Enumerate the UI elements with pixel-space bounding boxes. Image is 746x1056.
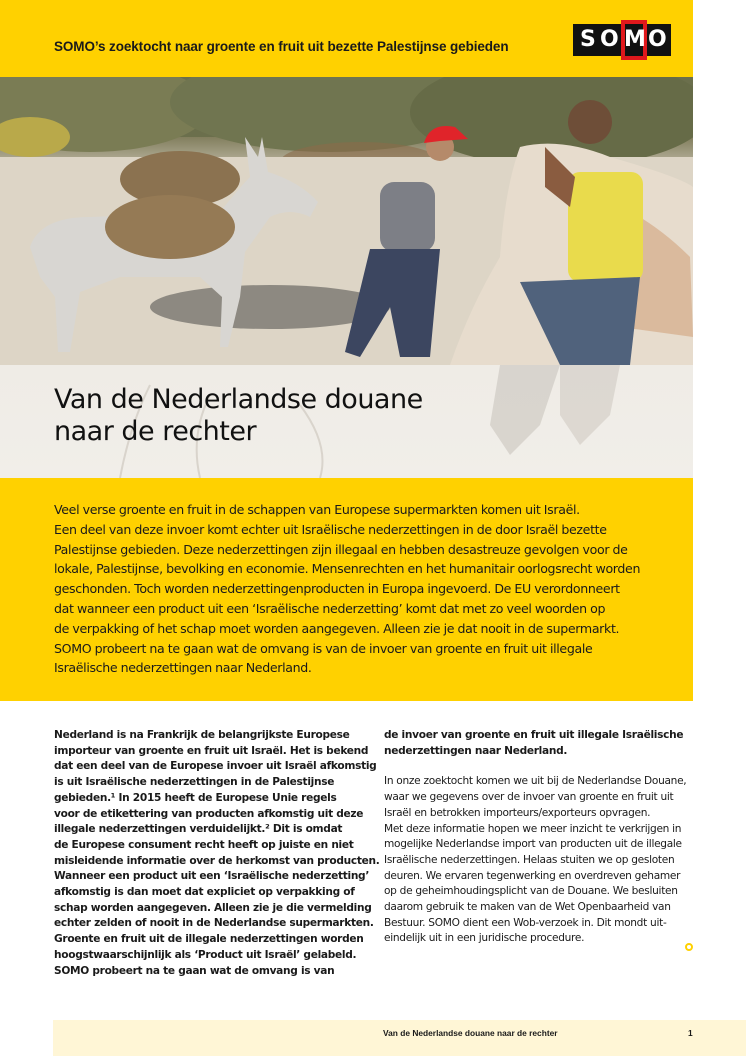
body-line: waar we gegevens over de invoer van groente en fruit uit xyxy=(384,791,674,804)
header-title: SOMO’s zoektocht naar groente en fruit uit bezette Palestijnse gebieden xyxy=(54,39,509,54)
body-line: schap worden aangegeven. Alleen zie je die vermelding xyxy=(54,901,372,914)
body-line: SOMO probeert na te gaan wat de omvang is van xyxy=(54,964,335,977)
intro-line: de verpakking of het schap moet worden aangegeven. Alleen zie je dat nooit in de supermarkt. xyxy=(54,620,620,636)
body-line: is uit Israëlische nederzettingen in de Palestijnse xyxy=(54,776,335,789)
logo-letter: O xyxy=(600,27,619,52)
intro-line: dat wanneer een product uit een ‘Israëlische nederzetting’ komt dat met zo veel woorden op xyxy=(54,600,606,616)
body-line: Met deze informatie hopen we meer inzicht te verkrijgen in xyxy=(384,822,682,835)
page-title-line: Van de Nederlandse douane xyxy=(54,384,423,415)
page-number: 1 xyxy=(688,1028,693,1038)
intro-line: Veel verse groente en fruit in de schappen van Europese supermarkten komen uit Israël. xyxy=(54,502,580,517)
body-column-left xyxy=(54,728,380,979)
end-circle-icon xyxy=(685,943,693,951)
body-line: de Europese consument recht heeft op juiste en niet xyxy=(54,838,354,851)
body-line: Bestuur. SOMO dient een Wob-verzoek in. Dit mondt uit- xyxy=(384,916,667,929)
somo-logo xyxy=(573,24,671,56)
paragraph-gap xyxy=(384,759,696,774)
intro-line: SOMO probeert na te gaan wat de omvang is van de invoer van groente en fruit uit illegale xyxy=(54,640,593,656)
sack xyxy=(105,195,235,259)
body-line: eindelijk uit in een juridische procedure. xyxy=(384,932,585,945)
faded-leg xyxy=(490,365,560,455)
body-line: importeur van groente en fruit uit Israël. Het is bekend xyxy=(54,744,369,757)
body-line: mogelijke Nederlandse import van producten uit de illegale xyxy=(384,838,682,851)
body-line: voor de etikettering van producten afkomstig uit deze xyxy=(54,807,364,820)
body-column-right xyxy=(384,728,696,947)
intro-line: Een deel van deze invoer komt echter uit Israëlische nederzettingen in de door Israël bezette xyxy=(54,521,607,537)
body-line: illegale nederzettingen verduidelijkt.² Dit is omdat xyxy=(54,823,343,836)
body-line: op de geheimhoudingsplicht van de Douane. We besluiten xyxy=(384,885,678,898)
body-line: daarom gebruik te maken van de Wet Openbaarheid van xyxy=(384,901,671,914)
body-line: hoogstwaarschijnlijk als ‘Product uit Israël’ gelabeld. xyxy=(54,948,357,961)
body-line: dat een deel van de Europese invoer uit Israël afkomstig xyxy=(54,760,377,773)
young-man-head xyxy=(568,100,612,144)
body-line: afkomstig is dan moet dat expliciet op verpakking of xyxy=(54,886,355,899)
body-line: gebieden.¹ In 2015 heeft de Europese Unie regels xyxy=(54,791,337,804)
man-shirt xyxy=(380,182,435,252)
body-line: misleidende informatie over de herkomst van producten. xyxy=(54,854,380,867)
body-line: Groente en fruit uit de illegale nederzettingen worden xyxy=(54,933,364,946)
body-line: nederzettingen naar Nederland. xyxy=(384,744,568,757)
intro-text xyxy=(54,500,690,678)
page-title xyxy=(54,384,423,448)
body-line: Nederland is na Frankrijk de belangrijkste Europese xyxy=(54,729,350,741)
logo-letter: O xyxy=(648,27,667,52)
intro-box xyxy=(0,478,693,701)
page-footer xyxy=(53,1020,746,1056)
footer-title: Van de Nederlandse douane naar de rechter xyxy=(383,1028,558,1038)
body-line: Israëlische nederzettingen. Helaas stuiten we op gesloten xyxy=(384,853,675,866)
intro-line: Palestijnse gebieden. Deze nederzettingen zijn illegaal en hebben desastreuze gevolgen voor de xyxy=(54,541,628,557)
body-line: echter zelden of nooit in de Nederlandse supermarkten. xyxy=(54,917,374,930)
intro-line: Israëlische nederzettingen naar Nederland. xyxy=(54,660,312,676)
logo-letter: M xyxy=(624,27,646,52)
logo-letter: S xyxy=(580,27,596,52)
intro-line: lokale, Palestijnse, bevolking en economie. Mensenrechten en het humanitair oorlogsrecht worden xyxy=(54,561,641,577)
body-line: Wanneer een product uit een ‘Israëlische nederzetting’ xyxy=(54,870,370,883)
hero-photo xyxy=(0,77,693,365)
body-line: Israël en betrokken importeurs/exporteurs opvragen. xyxy=(384,806,651,819)
page-header xyxy=(0,0,693,77)
body-line: In onze zoektocht komen we uit bij de Nederlandse Douane, xyxy=(384,775,687,788)
body-line: de invoer van groente en fruit uit illegale Israëlische xyxy=(384,729,684,741)
yellow-shirt xyxy=(568,172,643,282)
body-line: deuren. We ervaren tegenwerking en overdreven gehamer xyxy=(384,869,681,882)
intro-line: geschonden. Toch worden nederzettingenproducten in Europa ingevoerd. De EU verordonneert xyxy=(54,581,620,597)
faded-leg xyxy=(560,365,620,445)
photo-icon xyxy=(0,77,693,365)
page-title-line: naar de rechter xyxy=(54,416,257,447)
